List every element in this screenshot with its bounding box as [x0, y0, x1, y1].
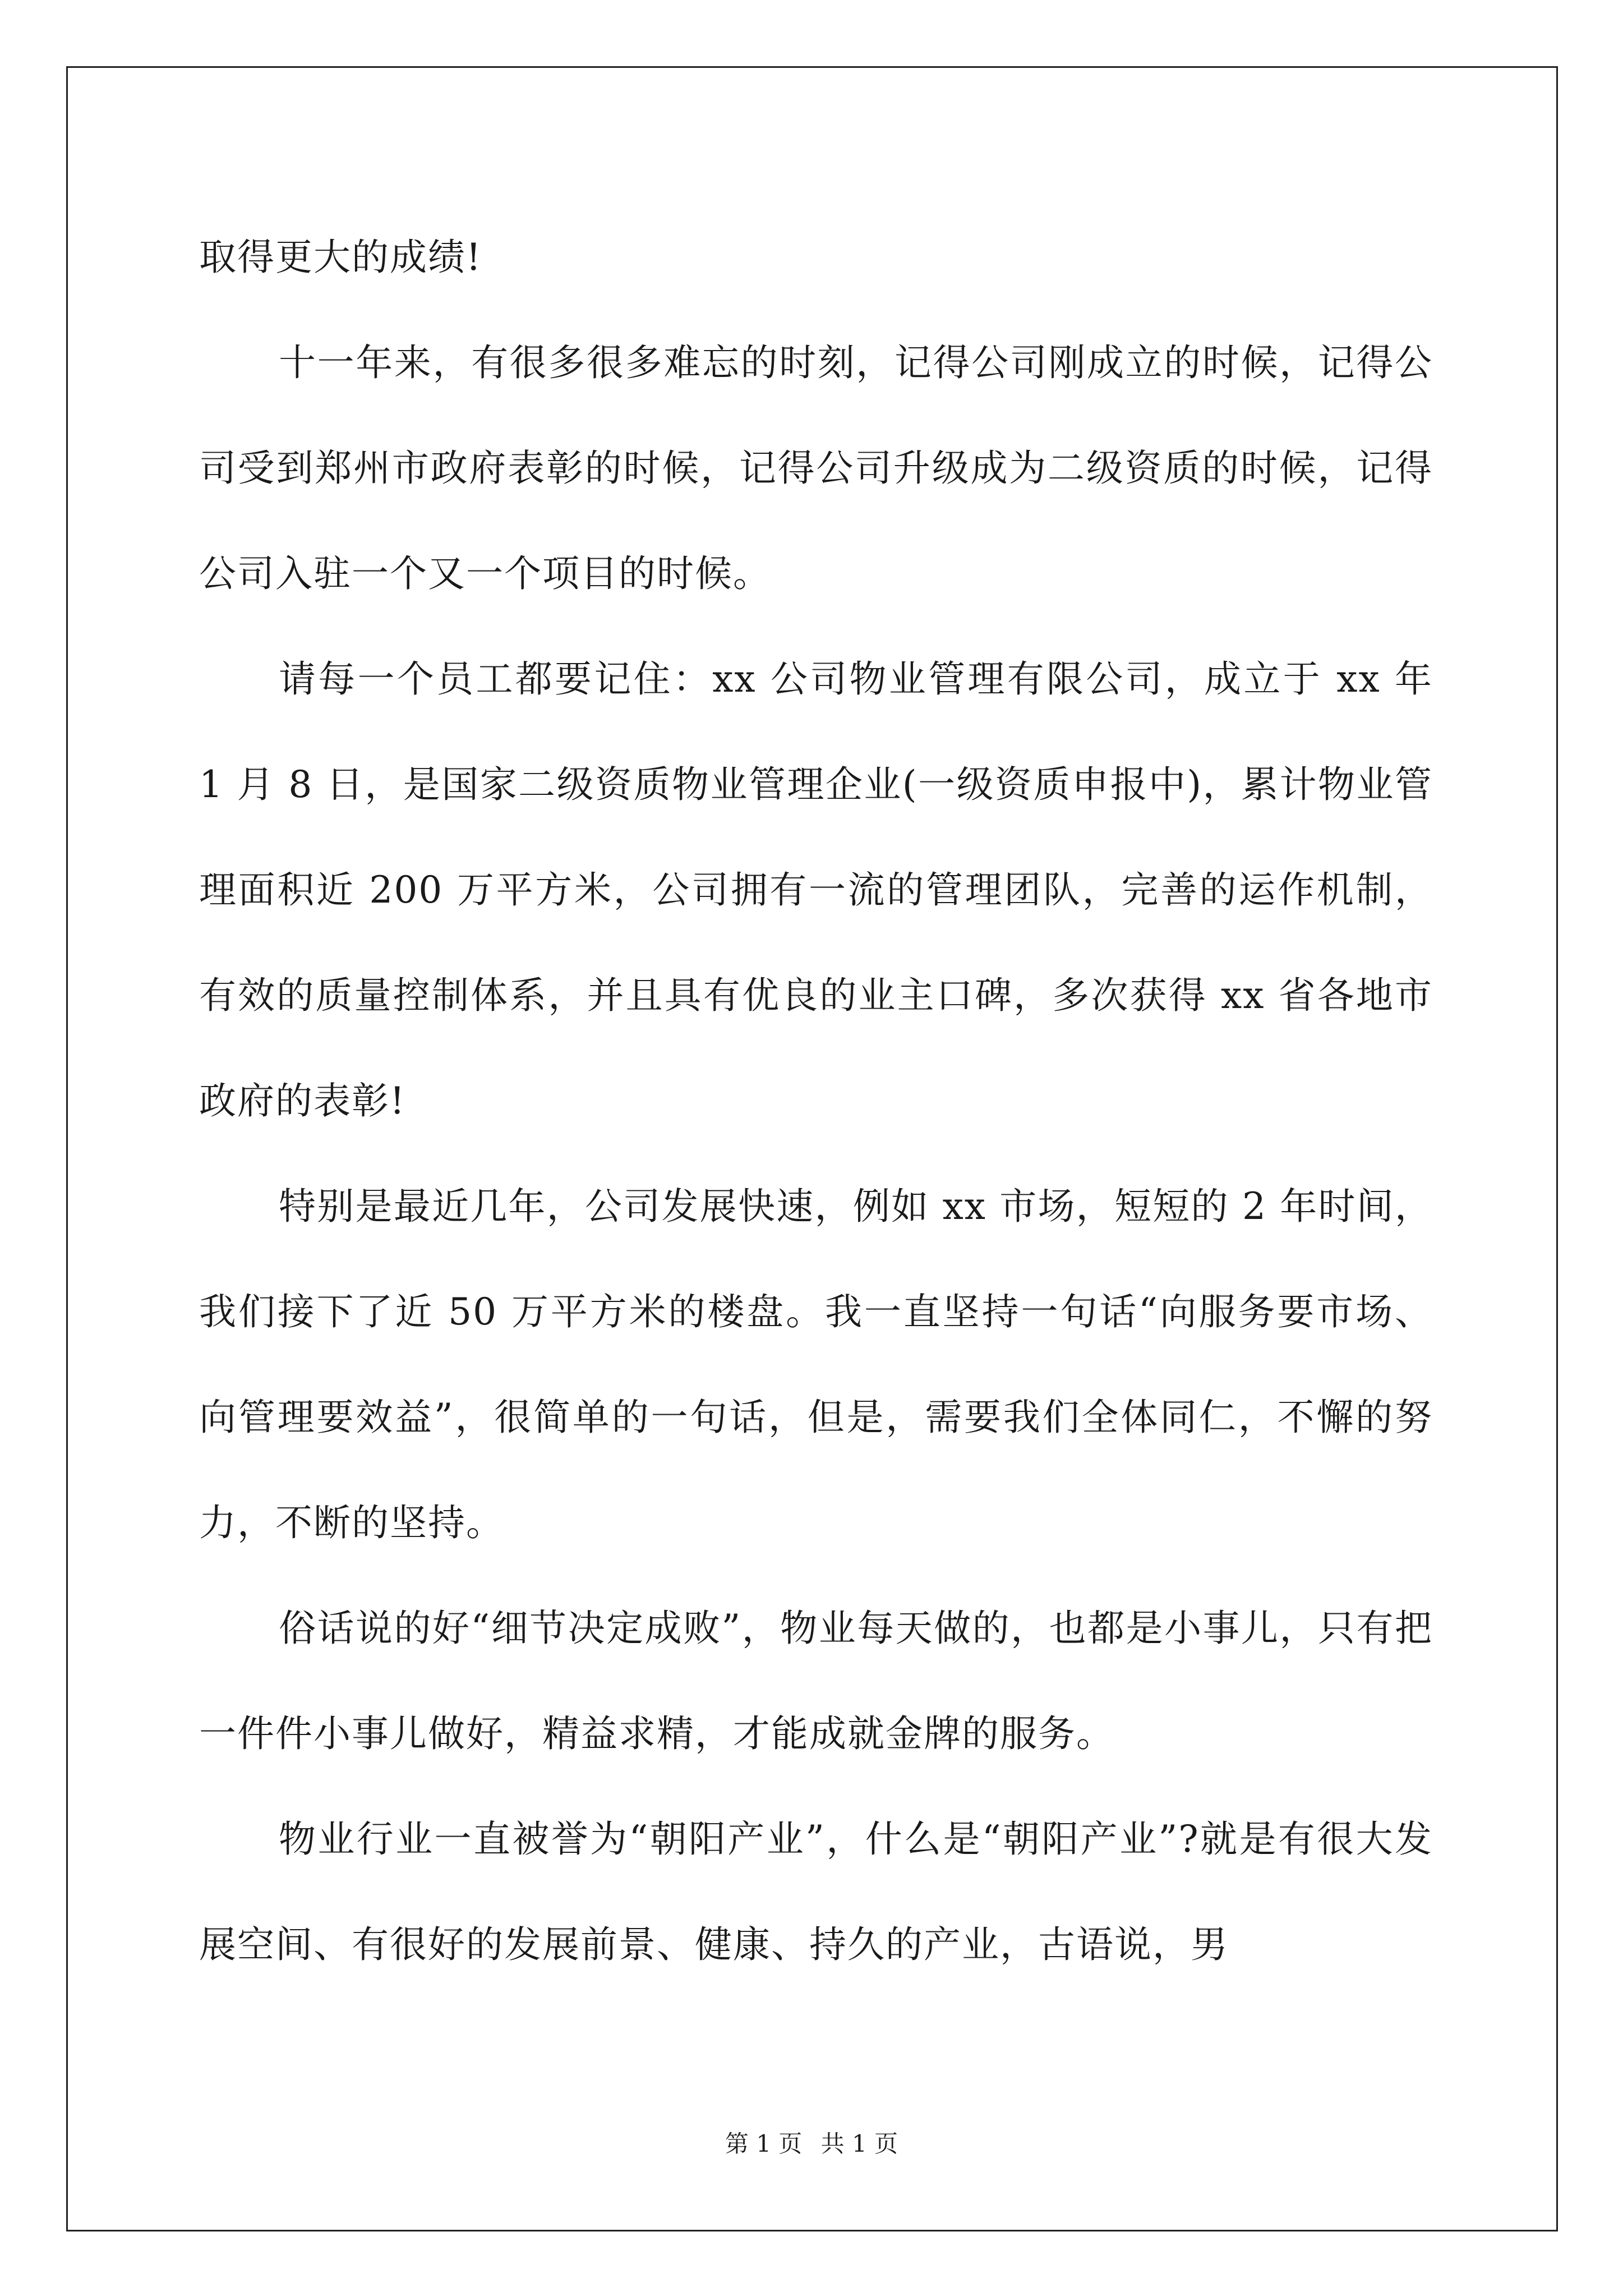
paragraph-1: 取得更大的成绩!: [199, 236, 482, 279]
document-body: [199, 205, 1433, 1998]
paragraph-2: 十一年来，有很多很多难忘的时刻，记得公司刚成立的时候，记得公司受到郑州市政府表彰的时候，记得公司升级成为二级资质的时候，记得公司入驻一个又一个项目的时候。: [199, 341, 1433, 595]
page-number: 第 1 页: [725, 2130, 803, 2157]
paragraph-3: 请每一个员工都要记住：xx 公司物业管理有限公司，成立于 xx 年 1 月 8 日，是国家二级资质物业管理企业(一级资质申报中)，累计物业管理面积近 200 万平方米，公司拥有一流的管理团队，完善的运作机制，有效的质量控制体系，并且具有优良的业主口碑，多次获得 xx 省各地市政府的表彰!: [199, 657, 1433, 1122]
paragraph-5: 俗话说的好“细节决定成败”，物业每天做的，也都是小事儿，只有把一件件小事儿做好，精益求精，才能成就金牌的服务。: [199, 1607, 1433, 1755]
paragraph-6: 物业行业一直被誉为“朝阳产业”，什么是“朝阳产业”?就是有很大发展空间、有很好的发展前景、健康、持久的产业，古语说，男: [199, 1818, 1433, 1966]
paragraph-4: 特别是最近几年，公司发展快速，例如 xx 市场，短短的 2 年时间，我们接下了近 50 万平方米的楼盘。我一直坚持一句话“向服务要市场、向管理要效益”，很简单的一句话，但是，需要我们全体同仁，不懈的努力，不断的坚持。: [199, 1185, 1433, 1544]
page-footer: [0, 2127, 1623, 2161]
page-total: 共 1 页: [820, 2130, 898, 2157]
